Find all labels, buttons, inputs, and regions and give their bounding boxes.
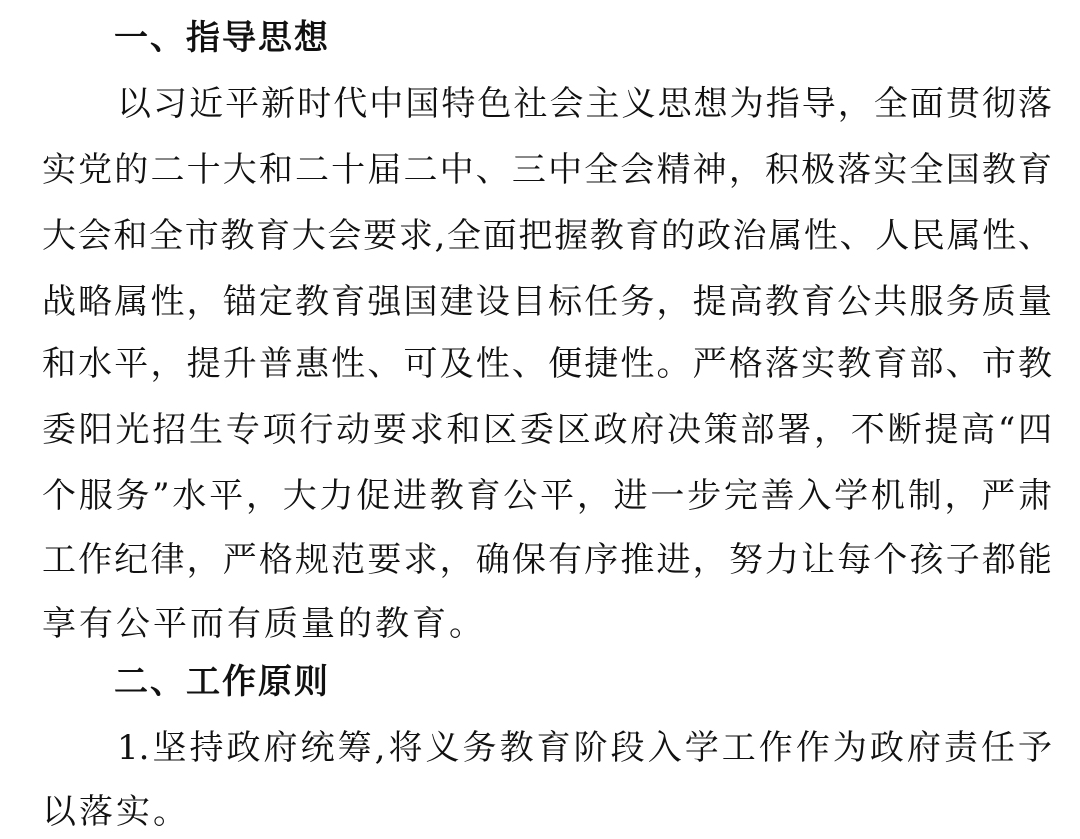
text-line: 委阳光招生专项行动要求和区委区政府决策部署，不断提高“四: [42, 410, 1052, 450]
text-line: 大会和全市教育大会要求,全面把握教育的政治属性、人民属性、: [42, 216, 1052, 256]
text-line: 享有公平而有质量的教育。: [42, 604, 486, 644]
text-line: 1.坚持政府统筹,将义务教育阶段入学工作作为政府责任予: [117, 728, 1052, 768]
section-heading-guiding-ideology: 一、指导思想: [114, 18, 330, 58]
text-line: 实党的二十大和二十届二中、三中全会精神，积极落实全国教育: [42, 150, 1052, 190]
text-line: 战略属性，锚定教育强国建设目标任务，提高教育公共服务质量: [42, 282, 1052, 322]
section-heading-work-principles: 二、工作原则: [114, 662, 330, 702]
text-line: 个服务”水平，大力促进教育公平，进一步完善入学机制，严肃: [42, 476, 1052, 516]
text-line: 工作纪律，严格规范要求，确保有序推进，努力让每个孩子都能: [42, 540, 1052, 580]
text-line: 以落实。: [42, 792, 190, 832]
text-line: 和水平，提升普惠性、可及性、便捷性。严格落实教育部、市教: [42, 344, 1052, 384]
text-line: 以习近平新时代中国特色社会主义思想为指导，全面贯彻落: [117, 84, 1052, 124]
